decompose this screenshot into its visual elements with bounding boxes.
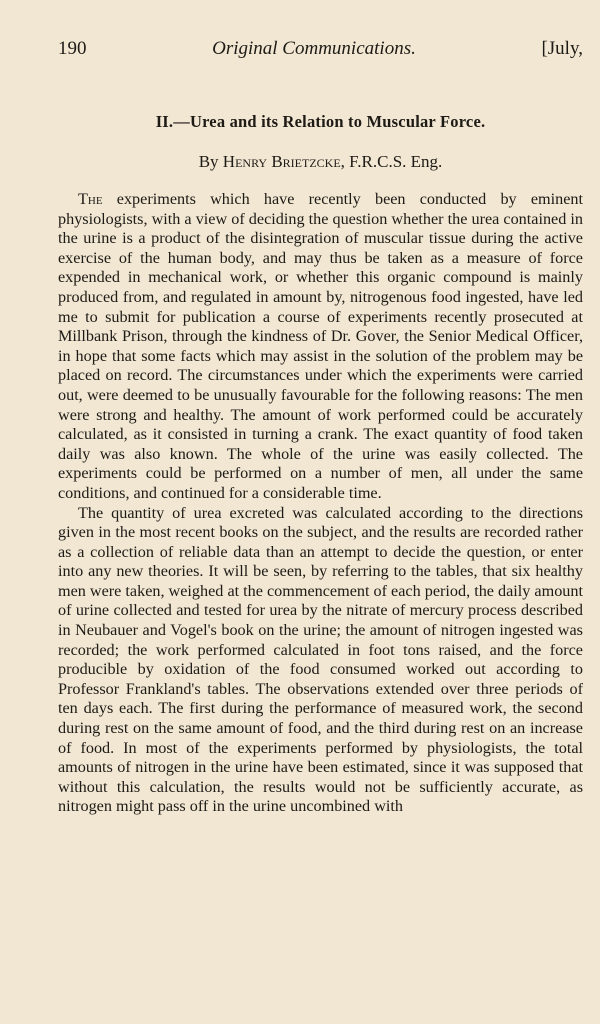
article-body <box>58 190 583 817</box>
issue-date: [July, <box>541 38 583 59</box>
paragraph-text: experiments which have recently been conducted by eminent physiologists, with a view of deciding the question whether the urea contained in the urine is a product of the disintegration of muscular tissue during the active exercise of the human body, and may thus be taken as a measure of force expended in mechanical work, or whether this organic compound is mainly produced from, and regulated in amount by, nitrogenous food ingested, have led me to submit for publication a course of experiments recently prosecuted at Millbank Prison, through the kindness of Dr. Gover, the Senior Medical Officer, in hope that some facts which may assist in the solution of the problem may be placed on record. The circumstances under which the experiments were carried out, were deemed to be unusually favourable for the following reasons: The men were strong and healthy. The amount of work performed could be accurately calculated, as it consisted in turning a crank. The exact quantity of food taken daily was also known. The whole of the urine was easily collected. The experiments could be performed on a number of men, all under the same conditions, and continued for a considerable time. <box>58 190 584 502</box>
byline <box>58 152 583 172</box>
paragraph <box>58 504 583 818</box>
article-title: II.—Urea and its Relation to Muscular Force. <box>155 112 486 131</box>
running-title: Original Communications. <box>212 38 416 59</box>
byline-prefix: By <box>198 152 219 171</box>
paragraph-lead: The <box>78 190 103 208</box>
author-credentials: F.R.C.S. Eng. <box>349 152 443 171</box>
author-name: Henry Brietzcke, <box>222 152 345 171</box>
running-header <box>58 38 583 60</box>
paragraph <box>58 190 583 504</box>
page <box>58 38 583 817</box>
page-number: 190 <box>58 38 87 59</box>
paragraph-text: The quantity of urea excreted was calculated according to the directions given in the most recent books on the subject, and the results are recorded rather as a collection of reliable data than an attempt to decide the question, or enter into any new theories. It will be seen, by referring to the tables, that six healthy men were taken, weighed at the commencement of each period, the daily amount of urine collected and tested for urea by the nitrate of mercury process described in Neubauer and Vogel's book on the urine; the amount of nitrogen ingested was recorded; the work performed calculated in foot tons raised, and the force producible by oxidation of the food consumed worked out according to Professor Frankland's tables. The observations extended over three periods of ten days each. The first during the performance of measured work, the second during rest on the same amount of food, and the third during rest on an increase of food. In most of the experiments performed by physiologists, the total amounts of nitrogen in the urine have been estimated, since it was supposed that without this calculation, the results would not be sufficiently accurate, as nitrogen might pass off in the urine uncombined with <box>58 503 583 816</box>
